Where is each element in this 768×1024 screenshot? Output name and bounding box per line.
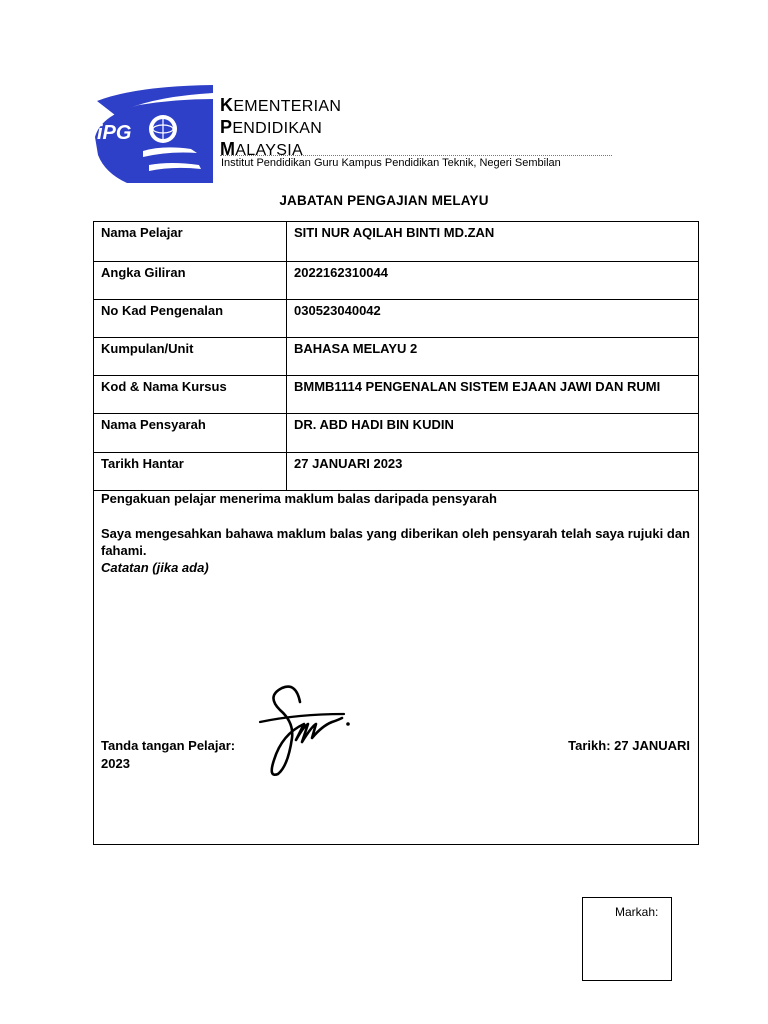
- row-label: Nama Pensyarah: [94, 414, 287, 453]
- table-row: [94, 222, 699, 262]
- row-value: DR. ABD HADI BIN KUDIN: [287, 414, 699, 453]
- row-value: SITI NUR AQILAH BINTI MD.ZAN: [287, 222, 699, 262]
- row-label: Nama Pelajar: [94, 222, 287, 262]
- org-line-3: MALAYSIA: [220, 139, 303, 159]
- logo-text: iPG: [97, 122, 132, 144]
- organization-name: [220, 95, 341, 161]
- acknowledgement-heading: Pengakuan pelajar menerima maklum balas daripada pensyarah: [101, 491, 497, 506]
- row-value: BMMB1114 PENGENALAN SISTEM EJAAN JAWI DAN RUMI: [287, 376, 699, 414]
- marks-box: [582, 897, 672, 981]
- table-row: [94, 453, 699, 491]
- row-label: No Kad Pengenalan: [94, 300, 287, 338]
- row-value: BAHASA MELAYU 2: [287, 338, 699, 376]
- acknowledgement-section: [93, 489, 699, 845]
- row-label: Angka Giliran: [94, 262, 287, 300]
- row-value: 27 JANUARI 2023: [287, 453, 699, 491]
- acknowledgement-body: Saya mengesahkan bahawa maklum balas yang diberikan oleh pensyarah telah saya rujuki dan fahami.: [101, 526, 690, 558]
- org-line-1: KEMENTERIAN: [220, 95, 342, 115]
- signature-date: Tarikh: 27 JANUARI: [568, 738, 690, 753]
- signature-year: 2023: [101, 756, 130, 771]
- marks-label: Markah:: [615, 905, 659, 919]
- row-value: 2022162310044: [287, 262, 699, 300]
- table-row: [94, 376, 699, 414]
- notes-label: Catatan (jika ada): [101, 560, 209, 575]
- table-row: [94, 414, 699, 453]
- signature-label: Tanda tangan Pelajar:: [101, 738, 236, 753]
- org-line-2: PENDIDIKAN: [220, 117, 323, 137]
- table-row: [94, 262, 699, 300]
- student-info-table: [93, 221, 699, 491]
- row-value: 030523040042: [287, 300, 699, 338]
- row-label: Tarikh Hantar: [94, 453, 287, 491]
- row-label: Kod & Nama Kursus: [94, 376, 287, 414]
- table-row: [94, 300, 699, 338]
- department-title: JABATAN PENGAJIAN MELAYU: [279, 193, 489, 208]
- student-signature: [258, 680, 358, 780]
- header-divider: [220, 155, 612, 156]
- table-row: [94, 338, 699, 376]
- row-label: Kumpulan/Unit: [94, 338, 287, 376]
- ipg-logo: [91, 85, 213, 183]
- institute-name: Institut Pendidikan Guru Kampus Pendidikan Teknik, Negeri Sembilan: [221, 157, 561, 169]
